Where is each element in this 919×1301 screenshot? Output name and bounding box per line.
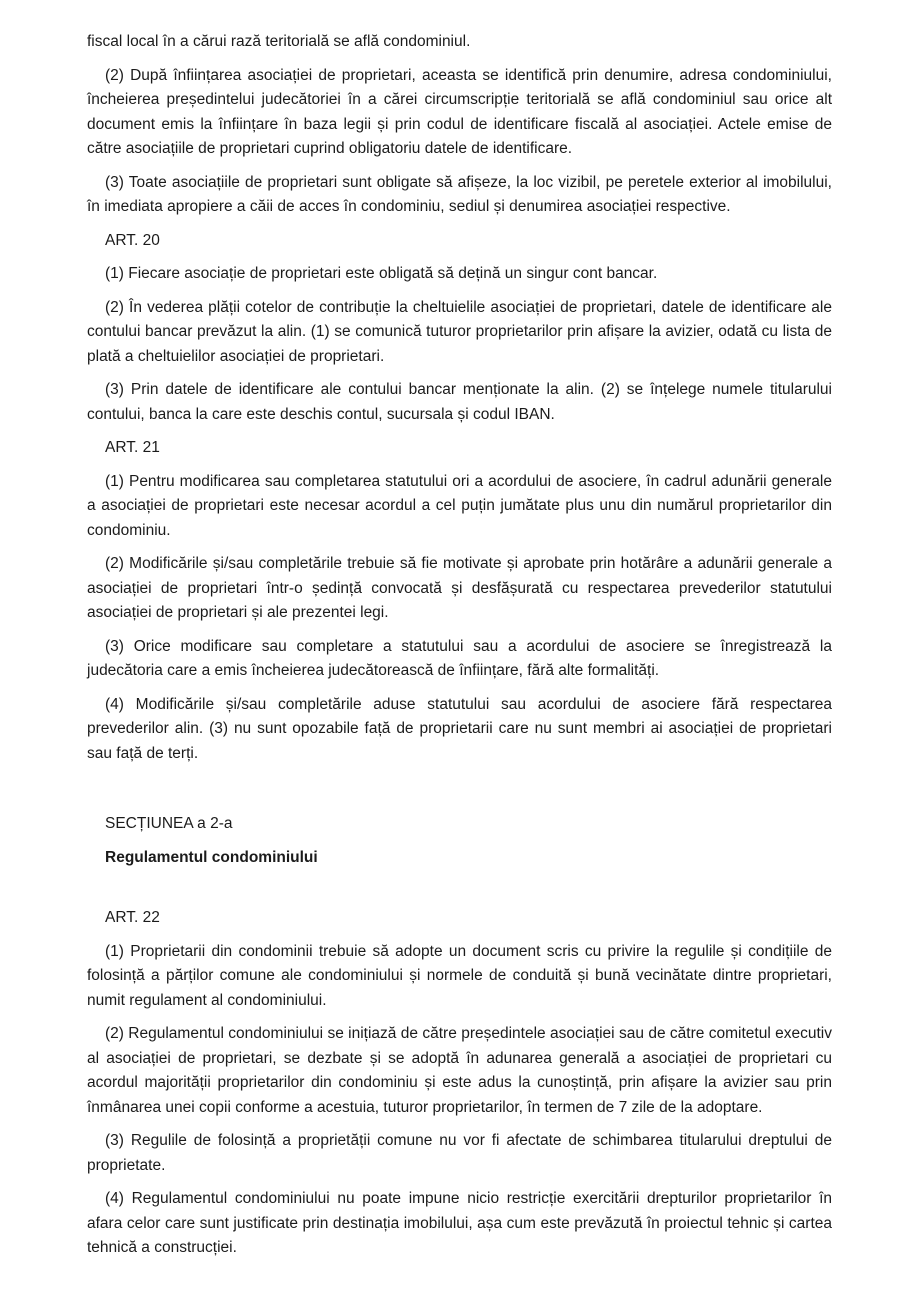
article-heading-art-21: ART. 21 xyxy=(105,439,160,456)
paragraph: (2) În vederea plății cotelor de contribuție la cheltuielile asociației de proprietari, datele de identificare ale contului bancar prevăzut la alin. (1) se comunică tuturor proprietarilor prin afișare la avizier, odată cu lista de plată a cheltuielilor asociației de proprietari. xyxy=(87,298,832,365)
paragraph: (3) Regulile de folosință a proprietății comune nu vor fi afectate de schimbarea titularului dreptului de proprietate. xyxy=(87,1132,832,1174)
paragraph: (2) Regulamentul condominiului se inițiază de către președintele asociației sau de către comitetul executiv al asociației de proprietari, se dezbate și se adoptă în adunarea generală a asociației de proprietari cu acordul majorității proprietarilor din condominiu și este adus la cunoștință, prin afișare la avizier sau prin înmânarea unei copii conforme a acestuia, tuturor proprietarilor, în termen de 7 zile de la adoptare. xyxy=(87,1025,832,1116)
paragraph-continuation: fiscal local în a cărui rază teritorială se află condominiul. xyxy=(87,33,471,50)
paragraph: (2) Modificările și/sau completările trebuie să fie motivate și aprobate prin hotărâre a adunării generale a asociației de proprietari într-o ședință convocată și desfășurată cu respectarea prevederilor statutului asociației de proprietari și ale prezentei legi. xyxy=(87,555,832,621)
paragraph: (4) Regulamentul condominiului nu poate impune nicio restricție exercitării drepturilor proprietarilor în afara celor care sunt justificate prin destinația imobilului, așa cum este prevăzută în proiectul tehnic și cartea tehnică a construcției. xyxy=(87,1190,832,1256)
paragraph: (1) Proprietarii din condominii trebuie să adopte un document scris cu privire la regulile și condițiile de folosință a părților comune ale condominiului și normele de conduită și bună vecinătate dintre proprietari, numit regulament al condominiului. xyxy=(87,942,832,1009)
paragraph: (3) Orice modificare sau completare a statutului sau a acordului de asociere se înregistrează la judecătoria care a emis încheierea judecătorească de înființare, fără alte formalități. xyxy=(87,637,832,679)
paragraph: (4) Modificările și/sau completările aduse statutului sau acordului de asociere fără respectarea prevederilor alin. (3) nu sunt opozabile față de proprietarii care nu sunt membri ai asociației de proprietari sau față de terți. xyxy=(87,695,832,762)
paragraph: (2) După înființarea asociației de proprietari, aceasta se identifică prin denumire, adresa condominiului, încheierea președintelui judecătoriei în a cărei circumscripție teritorială se află condominiul sau orice alt document emis la înființare în baza legii și prin codul de identificare fiscală al asociației. Actele emise de către asociațiile de proprietari cuprind obligatoriu datele de identificare. xyxy=(87,66,832,157)
article-heading-art-20: ART. 20 xyxy=(105,231,160,249)
paragraph: (1) Fiecare asociație de proprietari este obligată să dețină un singur cont bancar. xyxy=(105,265,658,282)
paragraph: (1) Pentru modificarea sau completarea statutului ori a acordului de asociere, în cadrul adunării generale a asociației de proprietari este necesar acordul a cel puțin jumătate plus unu din numărul proprietarilor din condominiu. xyxy=(87,472,832,539)
section-title: Regulamentul condominiului xyxy=(105,848,318,866)
paragraph: (3) Prin datele de identificare ale contului bancar menționate la alin. (2) se înțelege numele titularului contului, banca la care este deschis contul, sucursala și codul IBAN. xyxy=(87,381,832,423)
section-heading: SECȚIUNEA a 2-a xyxy=(105,815,233,832)
paragraph: (3) Toate asociațiile de proprietari sunt obligate să afișeze, la loc vizibil, pe peretele exterior al imobilului, în imediata apropiere a căii de acces în condominiu, sediul și denumirea asociației respective. xyxy=(87,173,832,215)
article-heading-art-22: ART. 22 xyxy=(105,909,160,926)
